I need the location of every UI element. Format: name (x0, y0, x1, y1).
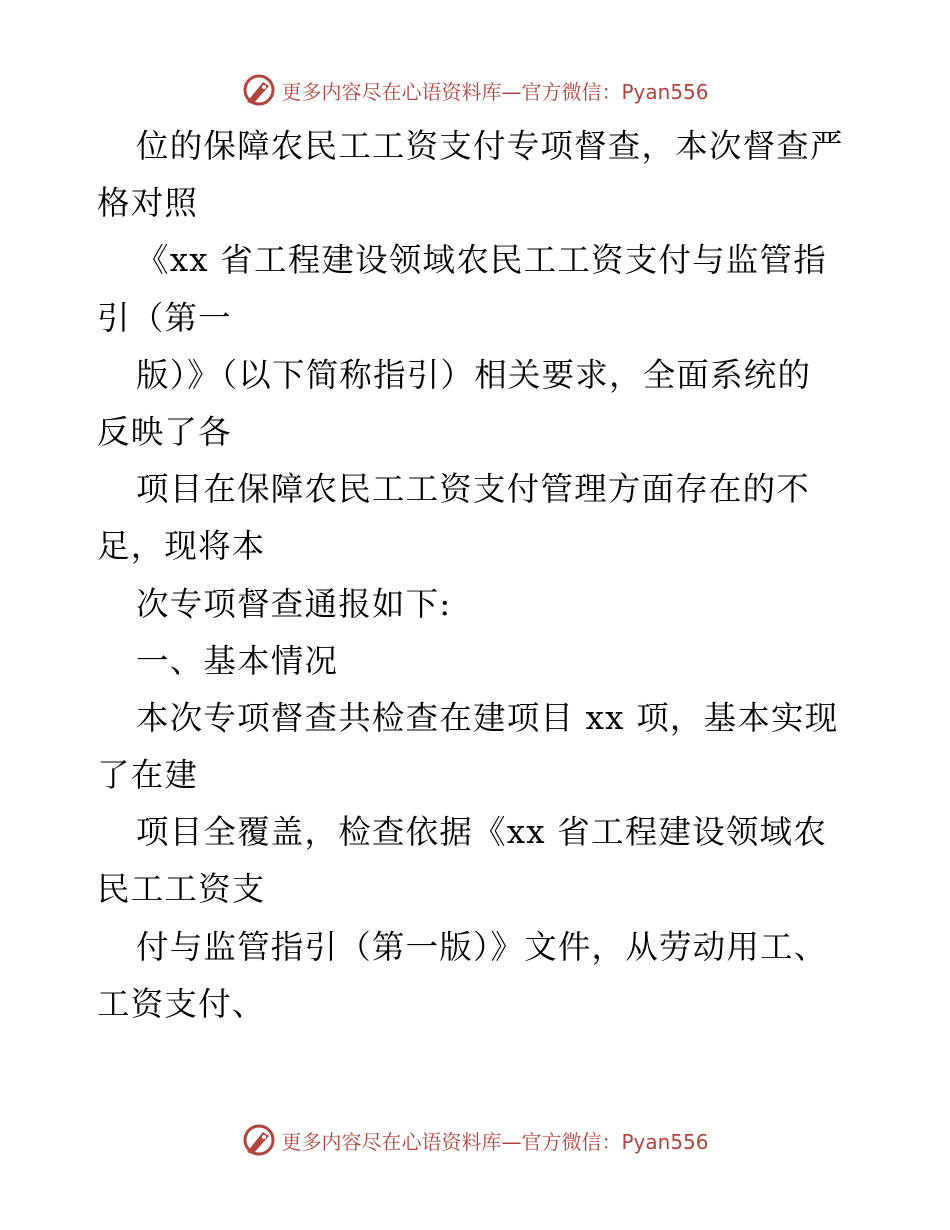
text-line: 付与监管指引（第一版）》文件，从劳动用工、 (136, 927, 828, 966)
text-line: 格对照 (97, 184, 199, 223)
pen-nib-logo-icon (241, 72, 277, 108)
section-heading: 一、基本情况 (136, 641, 339, 680)
text-line: 本次专项督查共检查在建项目 xx 项，基本实现 (136, 698, 839, 737)
text-line: 《xx 省工程建设领域农民工工资支付与监管指 (136, 241, 827, 280)
text-line: 次专项督查通报如下: (136, 584, 452, 623)
document-body (97, 118, 857, 1033)
text-line: 了在建 (97, 756, 199, 795)
text-line: 项目全覆盖，检查依据《xx 省工程建设领域农 (136, 813, 827, 852)
text-line: 项目在保障农民工工资支付管理方面存在的不 (136, 470, 811, 509)
text-line: 反映了各 (97, 412, 232, 451)
text-line: 工资支付、 (97, 984, 266, 1023)
text-line: 足，现将本 (97, 527, 266, 566)
watermark-text: 更多内容尽在心语资料库—官方微信：Pyan556 (281, 1129, 709, 1154)
text-line: 位的保障农民工工资支付专项督查，本次督查严 (136, 127, 844, 165)
text-line: 民工工资支 (97, 870, 266, 909)
watermark-footer (0, 1120, 950, 1160)
watermark-header (0, 70, 950, 110)
text-line: 版）》（以下简称指引）相关要求，全面系统的 (136, 355, 812, 394)
watermark-text: 更多内容尽在心语资料库—官方微信：Pyan556 (281, 79, 709, 104)
text-line: 引（第一 (97, 298, 232, 337)
pen-nib-logo-icon (241, 1122, 277, 1158)
